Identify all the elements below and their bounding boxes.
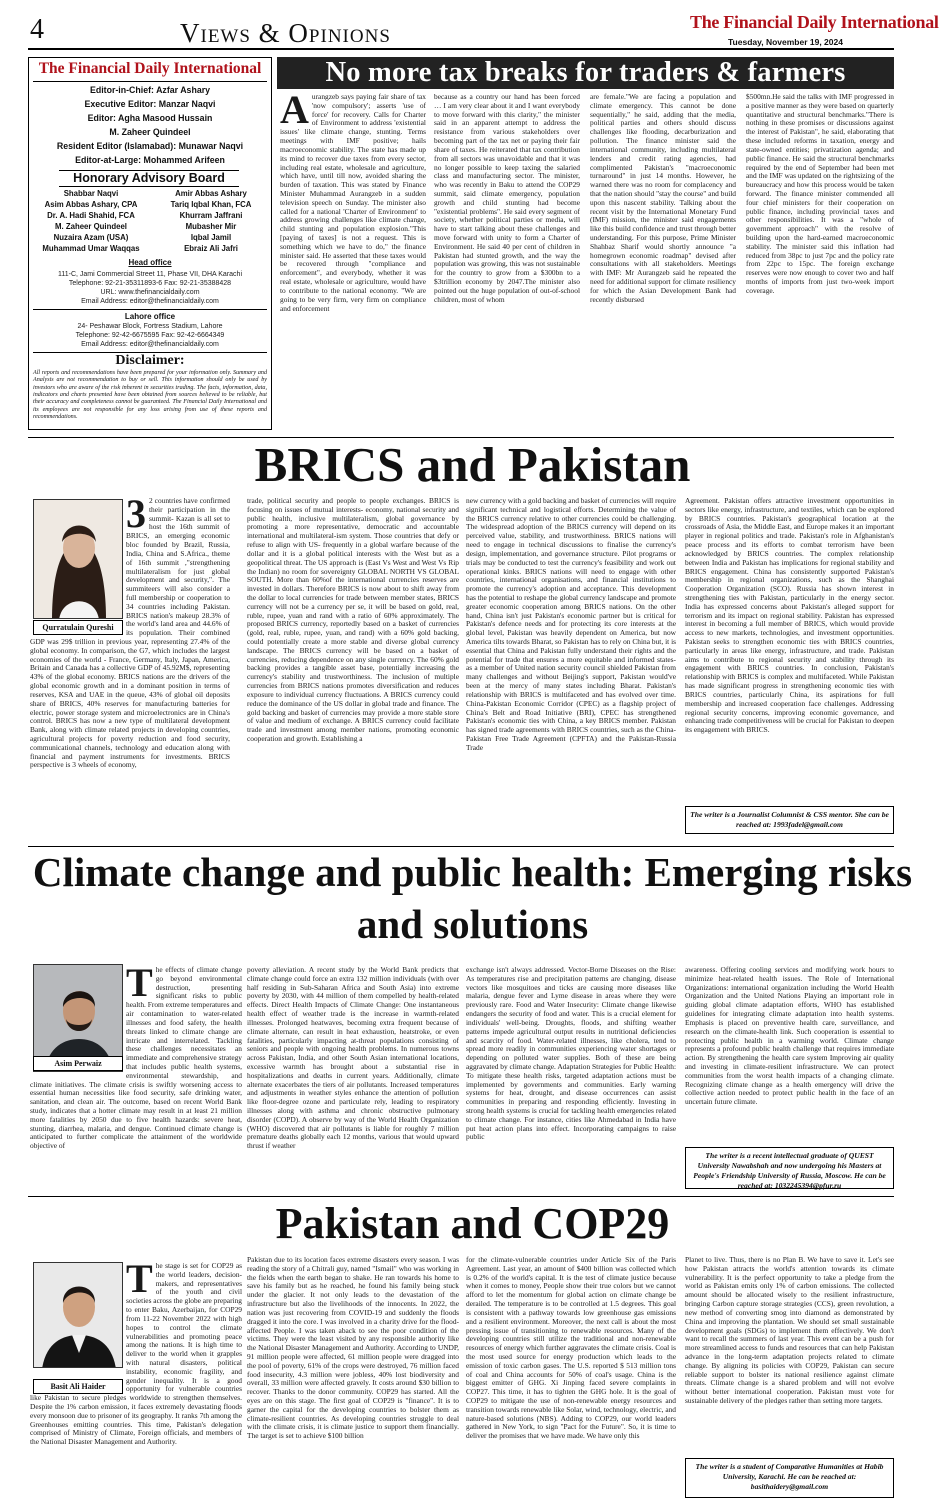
board-member: Dr. A. Hadi Shahid, FCA [47,211,135,220]
board-member: Shabbar Naqvi [63,189,119,198]
article-4-column: The stage is set for COP29 as the world leaders, decision-makers, and representatives of the youth and civil societies across the globe are preparing to enter Baku, Azerbaijan, for COP29 from 11-22 November 2022 with high hopes to control the climate vulnerabilities and promoting peace among the nations. It is high time to deliver to the world when it grapples with natural disasters, political instability, economic fragility, and gender inequality. It is a good opportunity for vulnerable countries like Pakistan to secure pledges worldwide to strengthen themselves. Despite the 1% carbon emission, it faces extremely devastating floods every monsoon due to prisoner of its geography. It ranks 7th among the Greenhouses emitting countries. This time, Pakistan's delegation comprised of Ministry of Climate, Foreign officials, and members of the National Disaster Management and Authority. [30,1262,242,1447]
board-member: Khurram Jaffrani [179,211,243,220]
article-4-column: for the climate-vulnerable countries under Article Six of the Paris Agreement. Last year, an amount of $400 billion was collected which is 0.2% of the world's capital. It is the test of climate justice because when it comes to money, People show their true colors but we cannot afford to let the momentum for global action on climate change be derailed. The temperature is to be controlled at 1.5 degrees. This goal is consistent with a pathway towards low greenhouse gas emissions and a resilient environment. Moreover, the next call is about the most pressing issue of transitioning to renewable resources. Many of the developing countries still utilize the traditional and non-renewable resources of energy which further aggravates the climate crisis. Coal is the most used source for energy production which leads to the emission of toxic carbon gases. The U.S. reported $ 513 million tons of coal and China accounts for 50% of coal's usage. China is the biggest emitter of GHG. Xi Jinping faced severe complaints in COP27. This time, it has to tighten the GHG hole. It is the goal of COP29 to mitigate the use of non-renewable energy resources and transition towards renewable like Solar, wind, technology, electric, and nature-based solutions (NBS). Adding to COP29, our world leaders gathered in New York, to sign "Pact for the Future". So, it is time to deliver the promises that we have made. We have only this [466,1256,676,1441]
article-3-column: awareness. Offering cooling services and modifying work hours to minimize heat-related health issues. The Role of International Organizations: international organization including the World Health Organization and the United Nations Playing an important role in guiding global climate adaptation efforts, WHO has established guidelines for integrating climate adaptation into health systems. Emphasis is placed on preventive health care, surveillance, and research on the climate-health link. Such cooperation is essential to protecting public health in a warming world. Climate change represents a profound public health challenge that requires immediate action. By strengthening the health care system Improving air quality and investing in climate-resilient infrastructure. We can protect communities from the worst health impacts of a changing climate. Recognizing climate change as a health emergency will drive the collective action needed to protect public health in the face of an uncertain future climate. [685,966,894,1107]
board-member: Asim Abbas Ashary, CPA [44,200,138,209]
issue-date: Tuesday, November 19, 2024 [728,37,843,47]
drop-cap: T [126,966,153,1005]
board-member: M. Zaheer Quindeel [55,222,127,231]
lahore-office-line: Telephone: 92-42-6675595 Fax: 92-42-6664349 [75,332,225,339]
article-4-headline: Pakistan and COP29 [275,1199,670,1248]
article-3-headline: Climate change and public health: Emerging risks and solutions [32,849,913,947]
advisory-board-title: Honorary Advisory Board [59,170,239,187]
staff-line: Editor-at-Large: Mohammed Arifeen [75,155,225,165]
article-2-column: trade, political security and people to people exchanges. BRICS is focusing on issues of mutual interests- economy, national security and public health, inclusive multilateralism, global governance by promoting a more representative, democratic and accountable international and multilateral-ism system. Those countries that defy or refuse to align with US- frequently in a global warfare because of the dollar and it is a global political interests with the West but as a geopolitical threat. The US approach is (East Vs West and West Vs Rip the Indian) no room for sovereignty GLOBAL NORTH VS GLOBAL SOUTH. More than 60%of the international currencies reserves are invested in dollars. Therefore BRICS is now about to shift away from the dollar to local currencies for trade between member states, BRICS currency will not be a currency per se, it will be based on gold, real, ruble, rupee, yuan and rand with a ratio of 60% approximately. The proposed BRICS currency, reportedly based on a basket of currencies (gold, real, ruble, rupee, yuan, and rand) with a 60% gold backing, could potentially create a more stable and diverse global currency landscape. The BRICS currency will be based on a basket of currencies, reducing dependence on any single currency. The 60% gold backing provides a tangible asset base, potentially increasing the currency's stability and trustworthiness. The inclusion of multiple currencies from BRICS nations promotes diversification and reduces exposure to individual currency fluctuations. A BRICS currency could reduce the dominance of the US dollar in global trade and finance. The gold backing and basket of currencies may provide a more stable store of value and medium of exchange. A BRICS currency could facilitate trade and investment among member nations, promoting economic cooperation and growth. Establishing a [247,497,459,743]
article-4-column: Pakistan due to its location faces extreme disasters every season. I was reading the story of a Chitrali guy, named "Ismail" who was working in the fields when the earth began to shake. He ran towards his home to save his family but as he reached, he found his family being stuck under the glacier. It not only leads to the devastation of the infrastructure but also the livelihoods of the innocents. In 2022, the nation was just recovering from COVID-19 and suddenly the floods dragged it into the core. I was involved in a charity drive for the flood-affected People. I was taken aback to see the poor condition of the victims. They were the least visited by any responsible authority like the National Disaster Management and Authority. According to UNDP, 91 million people were affected, 61 million people were dragged into the pool of poverty, 61% of the crops were destroyed, 76 million faced food insecurity, 4.3 million were jobless, 40% lost biodiversity and overall, 33 million were affected gravely. It costs around $30 billion to recover. Thanks to the donor community. COP29 has started. All the eyes are on this stage. The first goal of COP29 is "finance". It is to garner the capital for the developing countries to bolster them as climate-resilient countries. As developing countries struggle to deal with the climate crisis, it is climate justice to support them financially. The target is set to achieve $100 billion [247,1256,459,1441]
article-4-column: Planet to live. Thus, there is no Plan B. We have to save it. Let's see how Pakistan attracts the world's attention towards its climate vulnerability. It is the perfect opportunity to take a pledge from the world as Pakistan emits only 1% of carbon emissions. The collected amount should be allocated wisely to the resilient infrastructure, bringing Carbon capture storage strategies (CCS), green revolution, a new method of converting smog into diamond as demonstrated by China and improving the plantation. We should set small sustainable development goals (SDGs) to implement them effectively. We don't want to recall the summers of last year. This event can be a push for more streamlined access to funds and resources that can help Pakistan advance in the long-term adaptation projects related to climate change. By aligning its policies with COP29, Pakistan can secure reliable support to bolster its national resilience against climate threats. Climate change is a shared problem and will not evolve without better international cooperation. Pakistan must vote for sustainable delivery of the pledges rather than setting more targets. [685,1256,894,1405]
board-member: Ebraiz Ali Jafri [184,244,238,253]
staff-line: Editor-in-Chief: Azfar Ashary [89,85,211,95]
head-office-line: Telephone: 92-21-35311893-6 Fax: 92-21-35388428 [68,280,232,287]
article-2-column: new currency with a gold backing and basket of currencies will require significant technical and logistical efforts. Determining the value of the BRICS currency relative to other currencies could be challenging. The widespread adoption of the BRICS currency will depend on its perceived value, stability, and trustworthiness. BRICS nations will need to engage in technical discussions to finalise the currency's design, implementation, and governance structure. Pilot programs or trials may be conducted to test the currency's feasibility and work out operational kinks. BRICS nations will need to engage with other countries, international organisations, and financial institutions to promote the currency's adoption and acceptance. This development has the potential to reshape the global currency landscape and promote greater economic cooperation among BRICS nations. On the other hand, China isn't just Pakistan's economic partner but is critical for Pakistan's defence needs and for protecting its core interests at the global level, Pakistan was heavily dependent on America, but now America tilts towards Bharat, so Pakistan has to rely on China but, it is essential that China and Pakistan fully understand their rights and the potential for trade that ensures a more equitable and informed states- as a member of United nation security council shielded Pakistan from many challenges and without Beijing's support, Pakistan would've been at the mercy of many states including Bharat. Pakistan's relationship with BRICS is multifaceted and has evolved over time. China-Pakistan Economic Corridor (CPEC) as a flagship project of China's Belt and Road Initiative (BRI), CPEC has strengthened Pakistan's economic ties with China, a key BRICS member. Pakistan has signed trade agreements with BRICS countries, such as the China-Pakistan Free Trade Agreement (CPFTA) and the Pakistan-Russia Trade [466,497,676,752]
masthead-logo: The Financial Daily International [38,60,262,77]
drop-cap: 3 [126,497,146,536]
author-note: The writer is a Journalist Columnist & CSS mentor. She can be reached at: 1993fadel@gmail.com [685,806,894,834]
board-member: Mubasher Mir [185,222,237,231]
article-1-column: Aurangzeb says paying fair share of tax 'now compulsory'; asserts 'use of force' for recovery. Calls for Charter of Environment to address 'existential issues' like climate change, stunting. Terms meetings with IMF positive; hails macroeconomic stability. The state has made up its mind to recover due taxes from every sector, including real estate, wholesale and agriculture, which have, until till now, avoided sharing the burden of taxation. This was stated by Finance Minister Muhammad Aurangzeb in a sudden television speech on Sunday. The minister also called for a national 'Charter of Environment' to address growing challenges like climate change, child stunting and population explosion."This [paying of taxes] is not a request. This is something which we have to do," the finance minister said. He asserted that these taxes would be recovered through "compliance and enforcement", and everybody, whether it was real estate, wholesale or agriculture, would have to contribute to the national economy. "We are going to be very firm, very firm on compliance and enforcement [280,93,426,313]
lahore-office-line: Email Address: editor@thefinancialdaily.com [81,341,219,348]
lahore-office-line: 24- Peshawar Block, Fortress Stadium, Lahore [77,323,223,330]
article-1-headline-bar [277,57,894,89]
disclaimer-text: All reports and recommendations have been prepared for your information only. Summary and Analysis are not recommendation to buy or sell. This information should only be used by investors who are aware of the risk inherent in securities trading. The facts, information, data, indicators and charts presented have been obtained from sources believed to be reliable, but their accuracy and completeness cannot be guaranteed. The Financial Daily International and its employees are not responsible for any loss arising from use of these reports and recommendations. [33,370,267,420]
head-office-line: Email Address: editor@thefinancialdaily.com [81,298,219,305]
disclaimer-title: Disclaimer: [115,353,185,368]
author-caption: Qurratulain Qureshi [33,620,123,635]
staff-line: M. Zaheer Quindeel [109,127,191,137]
board-member: Amir Abbas Ashary [175,189,247,198]
drop-cap: T [126,1262,153,1301]
article-2-headline: BRICS and Pakistan [254,437,691,492]
article-1-headline: No more tax breaks for traders & farmers [325,57,846,88]
author-note: The writer is a recent intellectual graduate of QUEST University Nawabshah and now undergoing his Masters at People's Friendship University of Russia, Moscow. He can be reached at: 1032245394@pfur.ru [685,1147,894,1189]
page-number: 4 [30,14,44,45]
paper-name: The Financial Daily International [690,12,939,32]
header-rule [28,48,894,50]
drop-cap: A [280,93,309,132]
article-1-column: because as a country our hand has been forced … I am very clear about it and I want everybody to move forward with this clarity," the minister said in an apparent attempt to address the resistance from various stakeholders over becoming part of the tax net or paying their fair share of taxes. He reiterated that tax contribution from all sectors was unavoidable and that it was no longer possible to keep taxing the salaried class and manufacturing sector. The minister, who was recently in Baku to attend the COP29 summit, said climate emergency, population growth and child stunting had become "existential problems". He said every segment of society, whether political parties or media, will have to start talking about these challenges and move forward with unity to form a Charter of Environment. He said 40 per cent of children in Pakistan had stunted growth, and the way the population was growing, this was not sustainable for the country to grow from a $300bn to a $3trillion economy by 2047.The minister also pointed out the huge population of out-of-school children, most of whom [434,93,580,304]
article-1-column: $500mn.He said the talks with IMF progressed in a positive manner as they were based on quarterly quantitative and structural benchmarks."There is nothing in these promises or discussions against the interest of Pakistan", he said, elaborating that these included reforms in taxation, energy and state-owned entities; privatization agenda; and public finance. He said the structural benchmarks required by the end of September had been met and the IMF was updated on the rightsizing of the bureaucracy and how this process would be taken forward. The finance minister commended all four chief ministers for their cooperation on public finance, including provincial taxes and other responsibilities. It was a "whole of government approach" with the resolve of building upon the hard-earned macroeconomic stability. The minister said this inflation had reduced from 38pc to just 7pc and the policy rate from 22pc to 15pc. The foreign exchange reserves were now enough to cover two and half months of imports from just two-week import coverage. [746,93,894,295]
author-caption: Asim Perwaiz [33,1056,123,1071]
author-caption: Basit Ali Haider [33,1379,123,1394]
article-2-column: 3 2 countries have confirmed their participation in the summit- Kazan is all set to host the 16th summit of BRICS, an emerging economic bloc founded by Brazil, Russia, India, China and S.Africa., theme of 16th summit ,"strengthening multilateralism for just global development and security,". The summiteers will also consider a full membership or cooperation to 34 countries including Pakistan. BRICS nation's makeup 28.3% of the world's land area and 44.6% of its population. Their combined GDP was 29$ trillion in previous year, representing 27.4% of the global economy. In comparison, the G7, which includes the largest economies of the world - France, Germany, Italy, Japan, America, Britain and Canada has a collective GDP of 45.92M$, representing 43% of the global economy. BRICS nations are the drivers of the global economic growth and in a dominant position in terms of reserves, KSA and UAE in the queue, 43% of global oil deposits share of BRICS, 40% reserves for manufacturing batteries for electric, power storage system and microelectronics are in China's control. BRICS has now a new type of multilateral development Bank, along with climate related projects in developing countries, agricultural projects for poverty reduction and food security, communicational channels, technology and education along with financial and payment instruments for investments. BRICS perspective is 3 wheels of economy, [30,497,230,770]
board-member: Tariq Iqbal Khan, FCA [170,200,252,209]
article-1-column: are female."We are facing a population and climate emergency. This cannot be done sequentially," he said, adding that the media, political parties and others should discuss challenges like flooding, decarburization and pollution. The finance minister said the international community, including multilateral lenders and credit rating agencies, had complimented Pakistan's "macroeconomic turnaround" in just 14 months. However, he warned there was no room for complacency and that the nation should "stay the course" and build upon this nascent stability. Talking about the recent visit by the International Monetary Fund (IMF) mission, the minister said engagements like this build confidence and trust through better understanding. For this purpose, Prime Minister Shahbaz Sharif would shortly announce "a homegrown economic roadmap" devised after consultations with all stakeholders. Meetings with IMF: Mr Aurangzeb said he repeated the need for additional support for climate resiliency for which the Asian Development Bank had recently disbursed [590,93,736,304]
board-member: Muhammad Umar Waqqas [42,244,140,253]
head-office-line: 111-C, Jami Commercial Street 11, Phase VII, DHA Karachi [57,271,242,278]
article-3-column: exchange isn't always addressed. Vector-Borne Diseases on the Rise: As temperatures rise and precipitation patterns are changing, disease vectors like mosquitoes and ticks are causing more diseases like malaria, dengue fever and Lyme disease in areas where they were previously rare. Food and Water Insecurity: Climate change likewise endangers the security of food and water. This is a crucial element for individuals' well-being. Droughts, floods, and shifting weather patterns impede agricultural output results in nutritional deficiencies and scarcity of food. Water-related illnesses, like cholera, tend to spread more readily in communities experiencing water shortages or depending on polluted water supplies. Both of these are being aggravated by climate change. Adaptation Strategies for Public Health: To mitigate these health risks, targeted adaptation actions must be implemented by governments and communities. Early warning systems for heat, drought, and disease occurrences can assist communities in preparing and responding efficiently. Investing in strong health systems is crucial for tackling health emergencies related to climate change. For instance, cities like Ahmedabad in India have put heat action plans into effect. Incorporating campaigns to raise public [466,966,676,1142]
article-2-column: Agreement. Pakistan offers attractive investment opportunities in sectors like energy, infrastructure, and textiles, which can be explored by BRICS countries. Pakistan's geographical location at the crossroads of Asia, the Middle East, and Europe makes it an important player in regional politics and trade. Pakistan's role in Afghanistan's peace process and its efforts to combat terrorism have been acknowledged by BRICS countries. The complex relationship between India and Pakistan has implications for regional stability and BRICS engagement. China has consistently supported Pakistan's membership in regional organizations, such as the Shanghai Cooperation Organization (SCO). Russia has shown interest in strengthening ties with Pakistan, particularly in the energy sector. India has expressed concerns about Pakistan's alleged support for terrorism and its impact on regional stability. Pakistan has expressed interest in becoming a full member of BRICS, which would provide access to new markets, technologies, and investment opportunities. Pakistan seeks to strengthen economic ties with BRICS countries, particularly in areas like energy, infrastructure, and trade. Pakistan aims to contribute to regional security and stability through its engagement with BRICS countries. In conclusion, Pakistan's relationship with BRICS is complex and multifaceted. While Pakistan has made significant progress in strengthening economic ties with BRICS countries, particularly China, its aspirations for full membership and increased cooperation face challenges. Addressing regional security concerns, improving economic governance, and enhancing trade competitiveness will be crucial for Pakistan to deepen its engagement with BRICS. [685,497,894,735]
staff-line: Editor: Agha Masood Hussain [87,113,213,123]
article-3-column: The effects of climate change go beyond environmental destruction, presenting significant risks to public health. From extreme temperatures and air contamination to water-related illnesses and food safety, the health threats linked to climate change are intricate and interrelated. Tackling these challenges necessitates an immediate and comprehensive strategy that includes public health systems, environmental stewardship, and climate initiatives. The climate crisis is swiftly worsening access to essential human necessities like food security, safe drinking water, sanitation, and clean air. The outcome, based on recent World Bank study, indicates that a hotter climate may result in at least 21 million more fatalities by 2050 due to five health hazards: severe heat, stunting, diarrhea, malaria, and dengue. Continued climate change is anticipated to further complicate the attainment of the worldwide objective of [30,966,242,1151]
head-office-title: Head office [128,258,172,267]
head-office-line: URL: www.thefinancialdaily.com [100,289,200,296]
staff-line: Resident Editor (Islamabad): Munawar Naqvi [56,141,244,151]
masthead-box [28,57,272,430]
section-title: Views & Opinions [180,18,391,48]
board-member: Iqbal Jamil [190,233,232,242]
staff-line: Executive Editor: Manzar Naqvi [84,99,216,109]
board-member: Nuzaira Azam (USA) [53,233,129,242]
page-header [0,0,945,52]
author-note: The writer is a student of Comparative Humanities at Habib University, Karachi. He can be reached at: basithaidery@gmail.com [685,1458,894,1498]
article-3-column: poverty alleviation. A recent study by the World Bank predicts that climate change could force an extra 132 million individuals (with over half residing in Sub-Saharan Africa and South Asia) into extreme poverty by 2030, with 44 million of them compelled by health-related effects. Direct Health Impacts of Climate Change: One instantaneous health effect of weather trade is the increase in warmth-related illnesses. Prolonged heatwaves, becoming extra frequent because of climate alternate, can result in heat exhaustion, heatstroke, or even fatalities, particularly impacting at-threat populations consisting of seniors and people with ongoing health problems. In numerous towns across Pakistan, India, and other South Asian international locations, excessive warmth has brought about a substantial rise in hospitalizations and deaths in current years. Additionally, climate alternate exacerbates the tiers of air pollutants. Increased temperatures and adjustments in weather styles enhance the attention of pollution like floor-degree ozone and particulate rely, leading to respiratory illnesses along with asthma and chronic obstructive pulmonary disorder (COPD). A observe by way of the World Health Organization (WHO) discovered that air pollutants is liable for roughly 7 million premature deaths globally each 12 months, various that would upward thrust if weather [247,966,459,1151]
lahore-office-title: Lahore office [124,312,176,321]
